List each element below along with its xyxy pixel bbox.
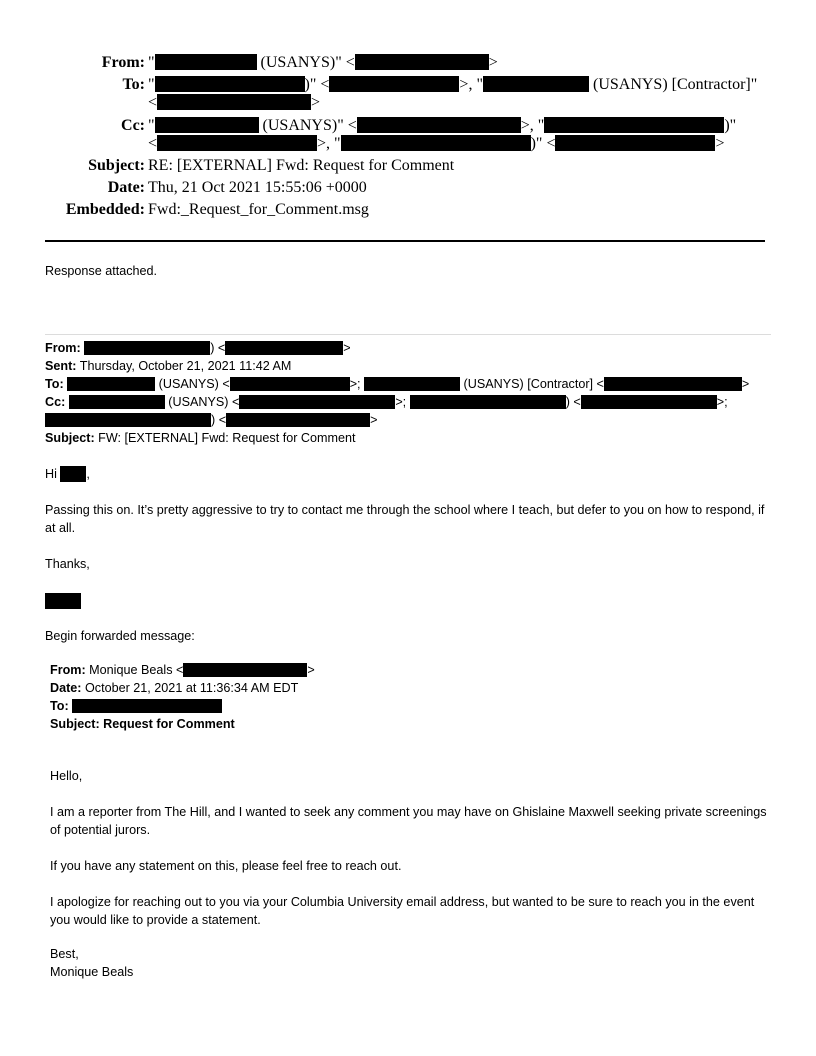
fwd2-date-row: Date: October 21, 2021 at 11:36:34 AM EDT xyxy=(50,681,299,695)
fwd2-signoff: Best, xyxy=(50,947,79,961)
redaction-bar xyxy=(226,413,370,427)
cc-label: Cc: xyxy=(121,117,145,134)
fwd2-hello: Hello, xyxy=(50,769,83,783)
redaction-bar xyxy=(581,395,717,409)
fwd1-subject-row: Subject: FW: [EXTERNAL] Fwd: Request for Comment xyxy=(45,431,356,445)
fwd2-from-row: From: Monique Beals < > xyxy=(50,663,315,677)
to-label: To: xyxy=(122,76,145,93)
redaction-bar xyxy=(84,341,210,355)
forward-divider xyxy=(45,334,771,335)
header-divider xyxy=(45,240,765,242)
redaction-bar xyxy=(155,76,305,92)
fwd2-to-row: To: xyxy=(50,697,222,715)
fwd1-paragraph: Passing this on. It’s pretty aggressive to try to contact me through the school where I teach, but defer to you on how to respond, if at all. xyxy=(45,503,765,535)
fwd2-subject-row: Subject: Request for Comment xyxy=(50,717,235,731)
redaction-bar xyxy=(544,117,724,133)
embedded-attachment-link[interactable]: Fwd:_Request_for_Comment.msg xyxy=(148,201,369,218)
fwd1-cc-row-2: ) < > xyxy=(45,411,377,429)
header-to-row-2: < > xyxy=(148,94,321,111)
fwd1-begin-forwarded: Begin forwarded message: xyxy=(45,629,195,643)
fwd1-cc-row: Cc: (USANYS) < >; ) < >; xyxy=(45,395,728,409)
header-to-row: To: " )" < >, " (USANYS) [Contractor]" xyxy=(0,75,816,95)
redaction-bar xyxy=(604,377,742,391)
date-label: Date: xyxy=(107,179,145,196)
fwd2-signature: Monique Beals xyxy=(50,965,134,979)
header-from-row: From: " (USANYS)" < > xyxy=(0,53,816,73)
fwd1-thanks: Thanks, xyxy=(45,557,90,571)
header-subject-row xyxy=(0,156,816,176)
fwd1-from-row: From: ) < > xyxy=(45,341,351,355)
fwd2-paragraph-1: I am a reporter from The Hill, and I wanted to seek any comment you may have on Ghislaine Maxwell seeking private screenings of potential jurors. xyxy=(50,805,767,837)
fwd2-paragraph-3: I apologize for reaching out to you via your Columbia University email address, but wanted to be sure to reach you in the event you would like to provide a statement. xyxy=(50,895,755,927)
redaction-bar xyxy=(157,135,317,151)
fwd1-to-row: To: (USANYS) < >; (USANYS) [Contractor] < > xyxy=(45,377,750,391)
reply-text: Response attached. xyxy=(45,264,158,278)
redaction-bar xyxy=(364,377,460,391)
redaction-bar xyxy=(155,117,259,133)
redaction-bar xyxy=(239,395,395,409)
subject-label: Subject: xyxy=(88,157,145,174)
fwd2-paragraph-2: If you have any statement on this, please feel free to reach out. xyxy=(50,859,402,873)
redaction-bar xyxy=(483,76,589,92)
redaction-bar xyxy=(225,341,343,355)
redaction-bar xyxy=(357,117,521,133)
embedded-label: Embedded: xyxy=(65,201,145,218)
fwd1-greeting: Hi , xyxy=(45,467,90,481)
redaction-bar xyxy=(157,94,311,110)
redaction-bar xyxy=(410,395,566,409)
redaction-bar xyxy=(45,413,211,427)
fwd1-sent-row: Sent: Thursday, October 21, 2021 11:42 AM xyxy=(45,359,292,373)
header-cc-row-2: < >, " )" < > xyxy=(148,135,725,152)
redaction-bar xyxy=(155,54,257,70)
redaction-bar xyxy=(67,377,155,391)
redaction-bar xyxy=(555,135,715,151)
header-cc-row: Cc: " (USANYS)" < >, " )" xyxy=(0,116,816,136)
redaction-bar xyxy=(355,54,489,70)
from-label: From: xyxy=(101,54,145,71)
redaction-bar xyxy=(69,395,165,409)
subject-value: RE: [EXTERNAL] Fwd: Request for Comment xyxy=(148,157,455,174)
header-date-row xyxy=(0,178,816,198)
redaction-bar xyxy=(72,699,222,713)
redaction-bar xyxy=(183,663,307,677)
signature-redaction-bar xyxy=(45,593,81,609)
header-embedded-row xyxy=(0,200,816,220)
redaction-bar xyxy=(230,377,350,391)
redaction-bar xyxy=(341,135,531,151)
date-value: Thu, 21 Oct 2021 15:55:06 +0000 xyxy=(148,179,367,196)
redaction-bar xyxy=(60,466,86,482)
redaction-bar xyxy=(329,76,459,92)
